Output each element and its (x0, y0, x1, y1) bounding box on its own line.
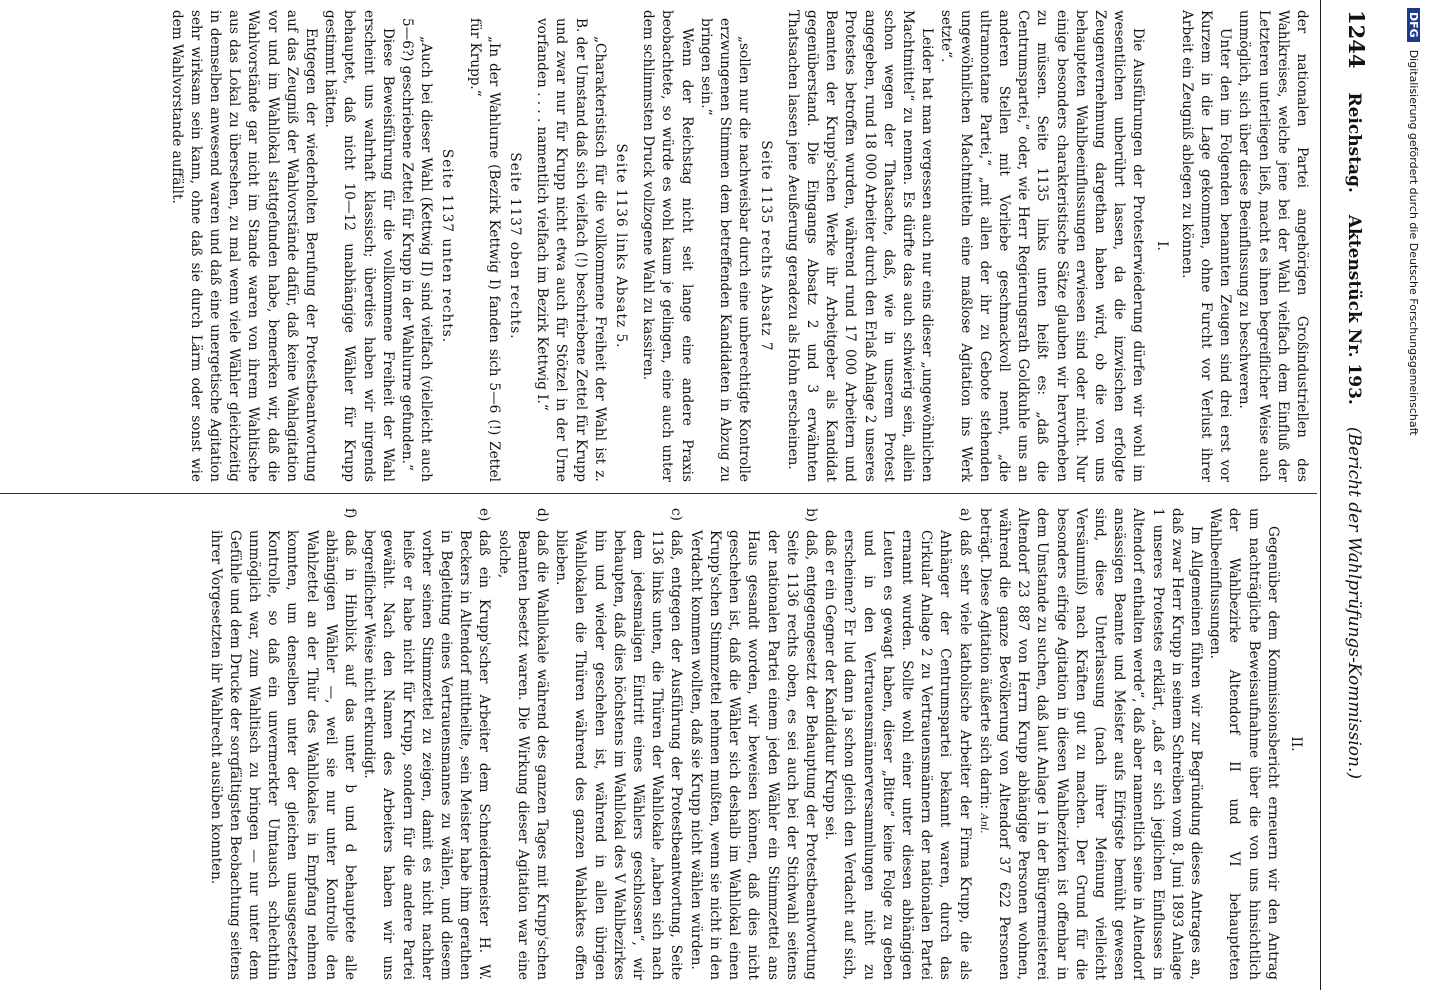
paragraph: Diese Beweisführung für die vollkommene Freiheit der Wahl erscheint uns wahrhaft klassisch; überdies haben wir nirgends behauptet, daß nicht 10—12 unabhängige Wähler für Krupp gestimmt hätten. (322, 10, 396, 482)
list-item (493, 508, 551, 980)
page-reference: Seite 1137 unten rechts. (439, 148, 456, 344)
dfg-logo-badge: DFG (1407, 8, 1420, 42)
page-header (1319, 0, 1377, 990)
list-item-label: d) (534, 508, 551, 523)
list-item (551, 508, 685, 980)
page-number: 1244 (1344, 10, 1369, 69)
list-item (359, 508, 493, 980)
header-rule (1320, 0, 1321, 990)
list-item-text: daß sehr viele katholische Arbeiter der Firma Krupp, die als Anhänger der Centrumspartei bekannt waren, durch das Cirkular Anlage 2 zu Vertrauensmännern der nationalen Partei ernannt wurden. Sollte wohl einer unter diesen abhängigen Leuten es gewagt haben, dieser „Bitte“ keine Folge zu geben und in den Vertrauensmännerversammlungen nicht zu erscheinen? Er lud dann ja schon gleich den Verdacht auf sich, daß er ein Gegner der Kandidatur Krupp sei. (822, 530, 973, 980)
list-item-label: e) (476, 508, 493, 522)
header-document-number: Aktenstück Nr. 193. (1344, 214, 1364, 405)
page-reference: Seite 1136 links Absatz 5. (613, 143, 630, 349)
margin-note: Anl. (977, 813, 989, 834)
list-item-label: b) (802, 508, 819, 523)
page-reference: Seite 1137 oben rechts. (507, 152, 524, 340)
digitization-credit (1394, 0, 1434, 1000)
list-item-text: daß ein Krupp'scher Arbeiter dem Schneidermeister H. W. Beckers in Altendorf mittheilte, sein Meister habe ihm gerathen in Begleitung eines Vertrauensmannes zu wählen, und diesem vorher seinen Stimmzettel zu zeigen, damit es nicht nachher heiße er habe nicht für Krupp, sondern für die andere Partei gewählt. Nach den Namen des Arbeiters haben wir uns begreiflicher Weise nicht erkundigt. (361, 530, 493, 980)
list-item-text: daß die Wahllokale während des ganzen Tages mit Krupp'schen Beamten besetzt waren. Die Wirkung dieser Agitation war eine solche, (495, 530, 551, 980)
quotation: „In der Wahlurne (Bezirk Kettwig I) fanden sich 5—6 (!) Zettel für Krupp.“ (466, 18, 502, 482)
quotation: „Auch bei dieser Wahl (Kettwig II) sind vielfach (vielleicht auch 5—6?) geschriebene Zettel für Krupp in der Wahlurne gefunden.“ (399, 18, 435, 482)
header-section-title: (Bericht der Wahlprüfungs-Kommission.) (1344, 426, 1364, 780)
paragraph: Leider hat man vergessen auch nur eins dieser „ungewöhnlichen Machtmittel“ zu nennen. Es dürfte das auch schwierig sein, allein schon wegen der Thatsache, daß, wie in unserem Protest angegeben, rund 18 000 Arbeiter durch den Erlaß Anlage 2 unseres Protestes betroffen wurden, während rund 17 000 Arbeitern und Beamten der Krupp'schen Werke ihr Arbeitgeber als Kandidat gegenüberstand. Die Eingangs Absatz 2 und 3 erwähnten Thatsachen lassen jene Aeußerung geradezu als Hohn erscheinen. (784, 10, 936, 482)
paragraph: Entgegen der wiederholten Berufung der Protestbeantwortung auf das Zeugniß der Wahlvorstände dafür, daß keine Wahlagitation vor und im Wahllokal stattgefunden habe, bemerken wir, daß die Wahlvorstände gar nicht im Stande waren von ihrem Wahltische aus das Lokal zu übersehen, zu mal wenn viele Wähler gleichzeitig in demselben anwesend waren und daß eine unergetische Agitation sehr wirksam sein kann, ohne daß sie durch Lärm oder sonst wie dem Wahlvorstande auffällt. (168, 10, 320, 482)
header-left-title: Reichstag. (1344, 92, 1364, 193)
list-item (205, 508, 359, 980)
credit-text: Digitalisierung gefördert durch die Deutsche Forschungsgemeinschaft (1407, 49, 1420, 436)
paragraph-text: Im Allgemeinen führen wir zur Begründung dieses Antrages an, daß zwar Herr Krupp in seinem Schreiben vom 8. Juni 1893 Anlage 1 unseres Protestes erklärt, „daß er sich jeglichen Einflusses in Altendorf enthalten werde“, daß aber namentlich seine in Altendorf ansässigen Beamte und Meister aufs Eifrigste bemüht gewesen sind, diese Unterlassung (nach ihrer Meinung vielleicht Versäumniß) nach Kräften gut zu machen. Der Grund für die besonders eifrige Agitation in diesen Wahlbezirken ist offenbar in dem Umstande zu suchen, daß laut Anlage 1 in der Bürgermeisterei Altendorf 23 887 von Herrn Krupp abhängige Personen wohnen, während die ganze Bevölkerung von Altendorf 37 622 Personen beträgt. Diese Agitation äußerte sich darin: (976, 508, 1204, 980)
paragraph: Wenn der Reichstag nicht seit lange eine andere Praxis beobachtete, so würde es wohl kaum je gelingen, eine auch unter dem schlimmsten Druck vollzogene Wahl zu kassiren. (640, 10, 695, 482)
paragraph (974, 508, 1205, 980)
right-column (0, 508, 1311, 980)
column-divider (0, 493, 1317, 494)
list-item-label: f) (342, 508, 359, 519)
list-item-text: daß in Hinblick auf das unter b und d behauptete alle abhängigen Wähler —, weil sie nur unter Kontrolle den Wahlzettel an der Thür des Wahllokales in Empfang nehmen konnten, um denselben unter der gleichen unausgesetzten Kontrolle, so daß ein unvermerkter Umtausch schlechthin unmöglich war, zum Wahltisch zu bringen — nur unter dem Gefühle und dem Drucke der sorgfältigsten Beobachtung seitens ihrer Vorgesetzten ihr Wahlrecht ausüben konnten. (207, 530, 359, 980)
list-item (686, 508, 820, 980)
quotation: „Charakteristisch für die vollkommene Freiheit der Wahl ist z. B. der Umstand daß sich vielfach (!) beschriebene Zettel für Krupp und zwar nur für Krupp nicht etwa auch für Stötzel in der Urne vorfanden . . . . namentlich vielfach im Bezirk Kettwig I.“ (534, 18, 608, 482)
list-item (820, 508, 974, 980)
paragraph: Gegenüber dem Kommissionsbericht erneuern wir den Antrag um nachträgliche Beweisaufnahme über die von uns hinsichtlich der Wahlbezirke Altendorf II und VI behaupteten Wahlbeeinflussungen. (1207, 508, 1281, 980)
section-heading: II. (1288, 736, 1304, 752)
list-item-label: c) (668, 508, 685, 521)
quotation: „sollen nur die nachweisbar durch eine unberechtigte Kontrolle erzwungenen Stimmen dem betreffenden Kandidaten in Abzug zu bringen sein.“ (697, 18, 753, 482)
paragraph: Unter den im Folgenden benannten Zeugen sind drei erst vor Kurzem in die Lage gekommen, ohne Furcht vor Verlust ihrer Arbeit ein Zeugniß ablegen zu können. (1178, 10, 1234, 482)
list-item-label: a) (956, 508, 973, 522)
left-column (0, 10, 1311, 482)
paragraph: der nationalen Partei angehörigen Großindustriellen des Wahlkreises, welche jene bei der Wahl vielfach dem Einfluß der Letzteren unterliegen ließ, macht es ihnen begreiflicher Weise auch unmöglich, sich über diese Beeinflussung zu beschweren. (1236, 10, 1310, 482)
section-heading: I. (1153, 241, 1170, 251)
list-item-text: daß, entgegen der Ausführung der Protestbeantwortung, Seite 1136 links unten, die Thüren der Wahllokale „haben sich nach dem jedesmaligen Eintritt eines Wählers geschlossen“, wir behaupten, daß dies höchstens im Wahllokal des V Wahlbezirkes hin und wieder geschehen ist, während in allen übrigen Wahllokalen die Thüren während des ganzen Wahlaktes offen blieben. (553, 530, 685, 980)
paragraph: Die Ausführungen der Protesterwiederung dürfen wir wohl im wesentlichen unberührt lassen, da die inzwischen erfolgte Zeugenvernehmung dargethan haben wird, ob die von uns behaupteten Wahlbeeinflussungen erwiesen sind oder nicht. Nur einige besonders charakteristische Sätze glauben wir hervorheben zu müssen. Seite 1135 links unten heißt es: „daß die Centrumspartei,“ oder, wie Herr Regierungsrath Goldkuhle uns an anderen Stellen mit Vorliebe geschmackvoll nennt, „die ultramontane Partei,“ „mit allen der ihr zu Gebote stehenden ungewöhnlichen Machtmitteln eine maßlose Agitation ins Werk setzte“. (938, 10, 1147, 482)
list-item-text: daß, entgegengesetzt der Behauptung der Protestbeantwortung Seite 1136 rechts oben, es sei auch bei der Stichwahl seitens der nationalen Partei einem jeden Wähler ein Stimmzettel ans Haus gesandt worden, wir beweisen können, daß dies nicht geschehen ist, daß die Wähler sich deshalb im Wahllokal einen Krupp'schen Stimmzettel nehmen mußten, wenn sie nicht in den Verdacht kommen wollten, daß sie Krupp nicht wählen würden. (687, 530, 819, 980)
page-reference: Seite 1135 rechts Absatz 7 (757, 140, 774, 352)
credit-text-line (1400, 8, 1420, 988)
